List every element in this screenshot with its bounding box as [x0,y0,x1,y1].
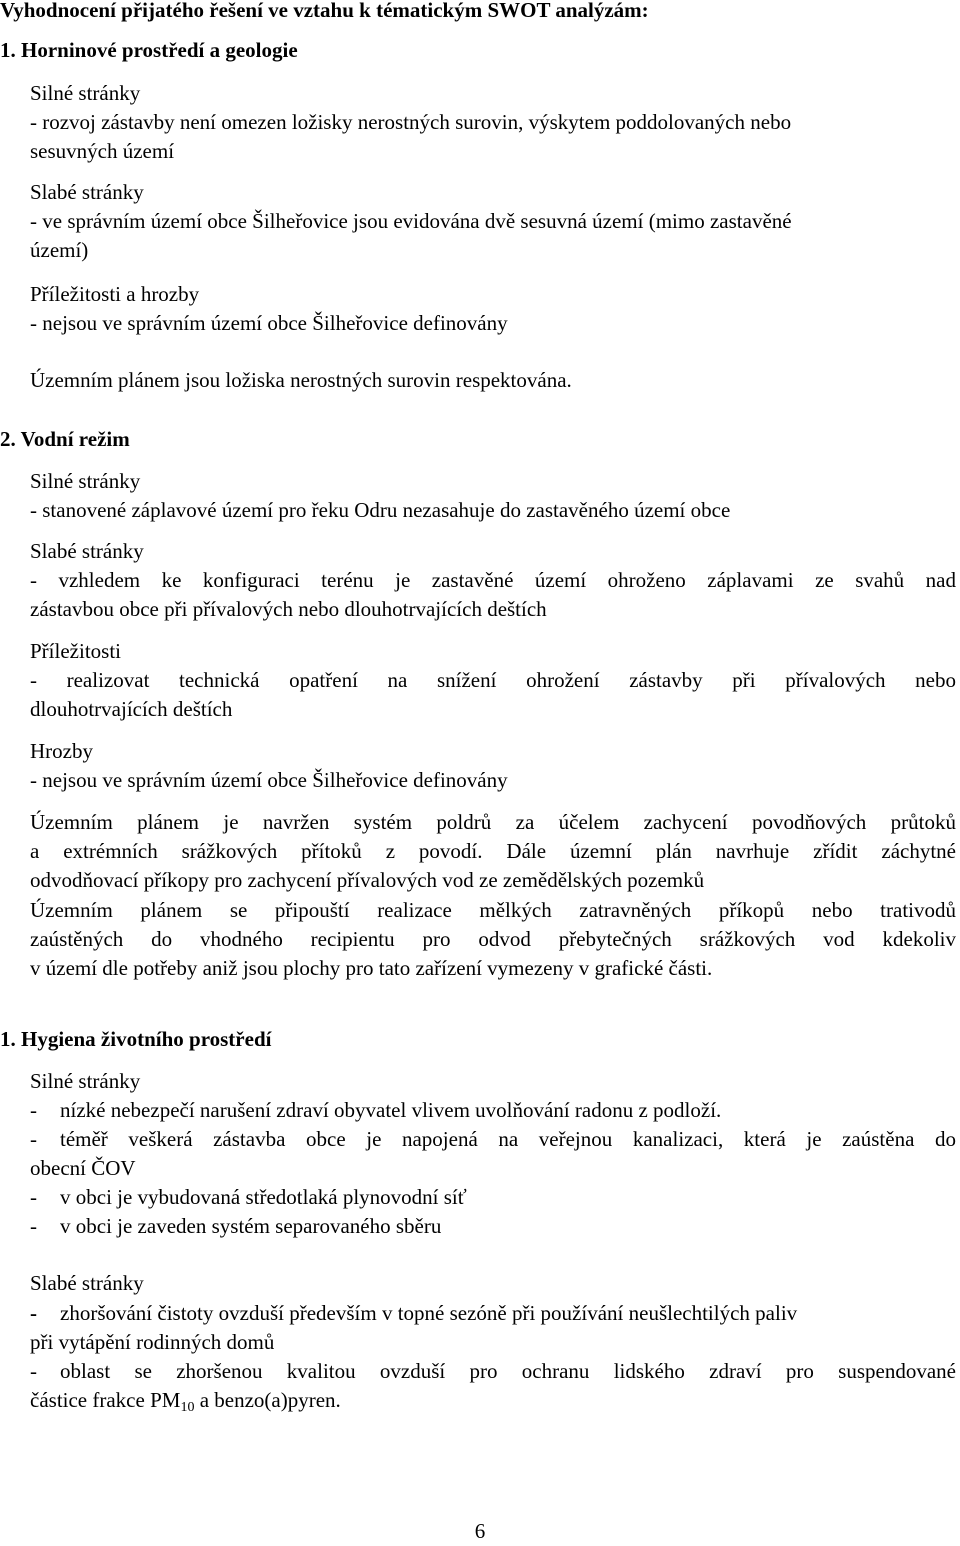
opportunities-label: Příležitosti [30,639,121,663]
text-line: území) [30,238,89,262]
strengths-label: Silné stránky [30,1069,141,1093]
text-line: Územním plánem je navržen systém poldrů za účelem zachycení povodňových průtoků [30,810,956,834]
text-line: v území dle potřeby aniž jsou plochy pro tato zařízení vymezeny v grafické části. [30,956,713,980]
list-dash: - [30,1359,37,1383]
conclusion-text: Územním plánem jsou ložiska nerostných surovin respektována. [30,368,572,392]
text-line: - ve správním území obce Šilheřovice jsou evidována dvě sesuvná území (mimo zastavěné [30,209,792,233]
text-fragment: a benzo(a)pyren. [194,1388,341,1412]
threats-label: Hrozby [30,739,93,763]
list-item-text: v obci je vybudovaná středotlaká plynovodní síť [60,1185,467,1209]
weaknesses-label: Slabé stránky [30,539,144,563]
list-item-text: v obci je zaveden systém separovaného sběru [60,1214,442,1238]
text-line: odvodňovací příkopy pro zachycení přívalových vod ze zemědělských pozemků [30,868,705,892]
text-line: - vzhledem ke konfiguraci terénu je zastavěné území ohroženo záplavami ze svahů nad [30,568,956,592]
section-heading-geology: 1. Horninové prostředí a geologie [0,38,298,62]
section-heading-water: 2. Vodní režim [0,427,130,451]
list-item-text: téměř veškerá zástavba obce je napojená na veřejnou kanalizaci, která je zaústěna do [60,1127,956,1151]
text-line: - nejsou ve správním území obce Šilheřovice definovány [30,311,508,335]
page-number: 6 [474,1519,486,1543]
subscript: 10 [180,1400,195,1415]
text-fragment: částice frakce PM [30,1388,181,1412]
text-line: a extrémních srážkových přítoků z povodí. Dále územní plán navrhuje zřídit záchytné [30,839,956,863]
text-line: zaústěných do vhodného recipientu pro odvod přebytečných srážkových vod kdekoliv [30,927,956,951]
weaknesses-label: Slabé stránky [30,180,144,204]
list-item [30,1183,467,1212]
list-item [30,1125,956,1154]
list-dash: - [30,1127,37,1151]
list-item-text: oblast se zhoršenou kvalitou ovzduší pro ochranu lidského zdraví pro suspendované [60,1359,956,1383]
text-line: - realizovat technická opatření na snížení ohrožení zástavby při přívalových nebo [30,668,956,692]
section-heading-hygiene: 1. Hygiena životního prostředí [0,1027,272,1051]
weaknesses-label: Slabé stránky [30,1271,144,1295]
text-line: - rozvoj zástavby není omezen ložisky nerostných surovin, výskytem poddolovaných nebo [30,110,792,134]
strengths-label: Silné stránky [30,81,141,105]
text-line: při vytápění rodinných domů [30,1330,275,1354]
list-dash: - [30,1098,37,1122]
list-item [30,1212,441,1241]
list-item-text: nízké nebezpečí narušení zdraví obyvatel vlivem uvolňování radonu z podloží. [60,1098,722,1122]
list-item [30,1096,721,1125]
list-item-text: zhoršování čistoty ovzduší především v topné sezóně při používání neušlechtilých paliv [60,1301,798,1325]
list-dash: - [30,1214,37,1238]
text-line: sesuvných území [30,139,175,163]
text-line: - stanovené záplavové území pro řeku Odru nezasahuje do zastavěného území obce [30,498,731,522]
page-title: Vyhodnocení přijatého řešení ve vztahu k tématickým SWOT analýzám: [0,0,649,22]
text-line [30,1386,341,1415]
text-line: obecní ČOV [30,1156,136,1180]
text-line: dlouhotrvajících deštích [30,697,233,721]
text-line: zástavbou obce při přívalových nebo dlouhotrvajících deštích [30,597,547,621]
list-dash: - [30,1185,37,1209]
list-item [30,1357,956,1386]
text-line: - nejsou ve správním území obce Šilheřovice definovány [30,768,508,792]
list-dash: - [30,1301,37,1325]
opportunities-threats-label: Příležitosti a hrozby [30,282,200,306]
text-line: Územním plánem se připouští realizace mělkých zatravněných příkopů nebo trativodů [30,898,956,922]
strengths-label: Silné stránky [30,469,141,493]
list-item [30,1299,797,1328]
